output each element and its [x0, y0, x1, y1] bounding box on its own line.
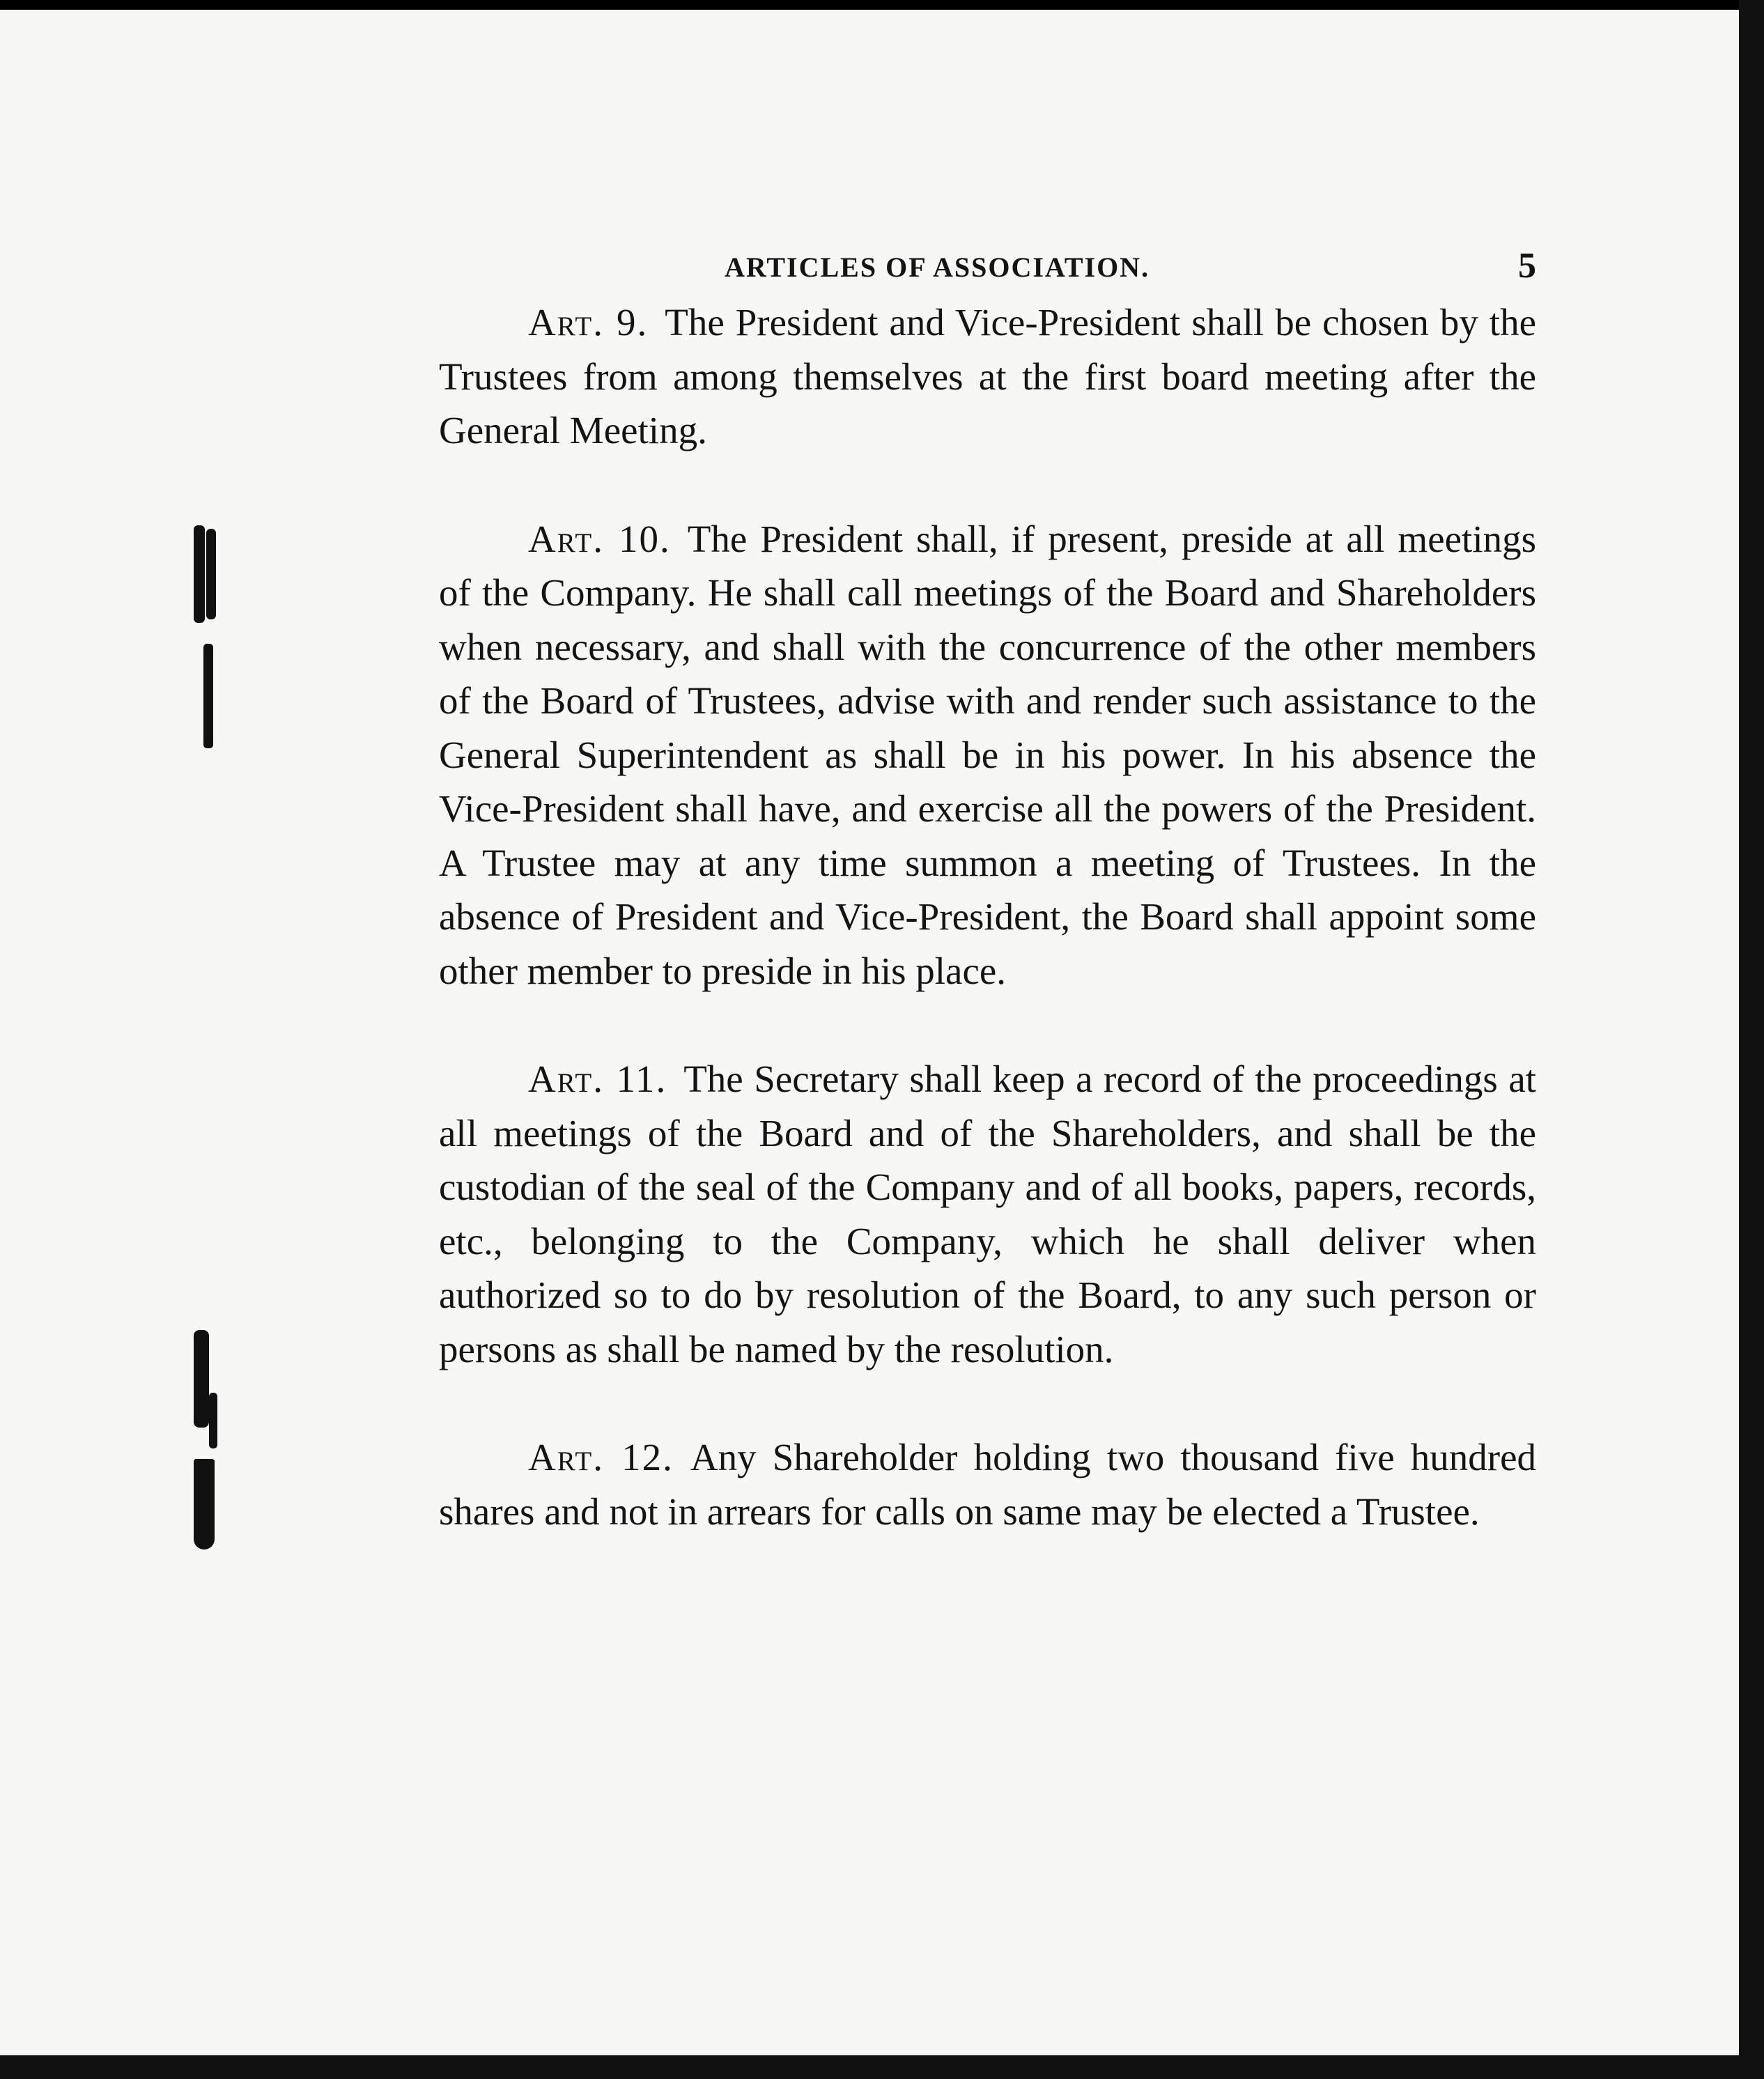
article-label: Art. 11.: [528, 1058, 667, 1100]
scan-edge-right: [1739, 0, 1764, 2079]
article-9: [439, 295, 1536, 458]
article-text: Any Shareholder holding two thousand five hundred shares and not in arrears for calls on same may be elected a Trustee.: [439, 1436, 1536, 1533]
text-block: [439, 240, 1536, 1538]
scan-edge-bottom: [0, 2055, 1764, 2079]
running-head-title: ARTICLES OF ASSOCIATION.: [725, 252, 1150, 283]
article-12: [439, 1430, 1536, 1538]
running-head: [439, 240, 1536, 295]
article-text: The Secretary shall keep a record of the proceedings at all meetings of the Board and of the Shareholders, and shall be the custodian of the seal of the Company and of all books, papers, records, etc., belonging to the Company, which he shall deliver when authorized so to do by resolution of the Board, to any such person or persons as shall be named by the resolution.: [439, 1058, 1537, 1370]
page-number: 5: [1518, 246, 1536, 286]
binding-mark: [209, 1393, 217, 1448]
article-10: [439, 512, 1536, 998]
article-text: The President and Vice-President shall be chosen by the Trustees from among themselves at the first board meeting after the General Meeting.: [439, 301, 1537, 451]
article-label: Art. 10.: [528, 517, 671, 560]
article-text: The President shall, if present, preside at all meetings of the Company. He shall call meetings of the Board and Shareholders when necessary, and shall with the concurrence of the other members of the Board of Trustees, advise with and render such assistance to the General Superintendent as shall be in his power. In his absence the Vice-President shall have, and exercise all the powers of the President. A Trustee may at any time summon a meeting of Trustees. In the absence of President and Vice-President, the Board shall appoint some other member to preside in his place.: [439, 517, 1536, 992]
binding-mark: [194, 1459, 215, 1549]
article-label: Art. 12.: [528, 1436, 674, 1478]
binding-mark: [203, 644, 213, 748]
binding-mark: [194, 1330, 209, 1428]
scanned-page: [0, 10, 1739, 2055]
binding-mark: [194, 525, 205, 623]
article-11: [439, 1052, 1536, 1376]
article-label: Art. 9.: [528, 301, 649, 343]
binding-mark: [206, 529, 216, 619]
